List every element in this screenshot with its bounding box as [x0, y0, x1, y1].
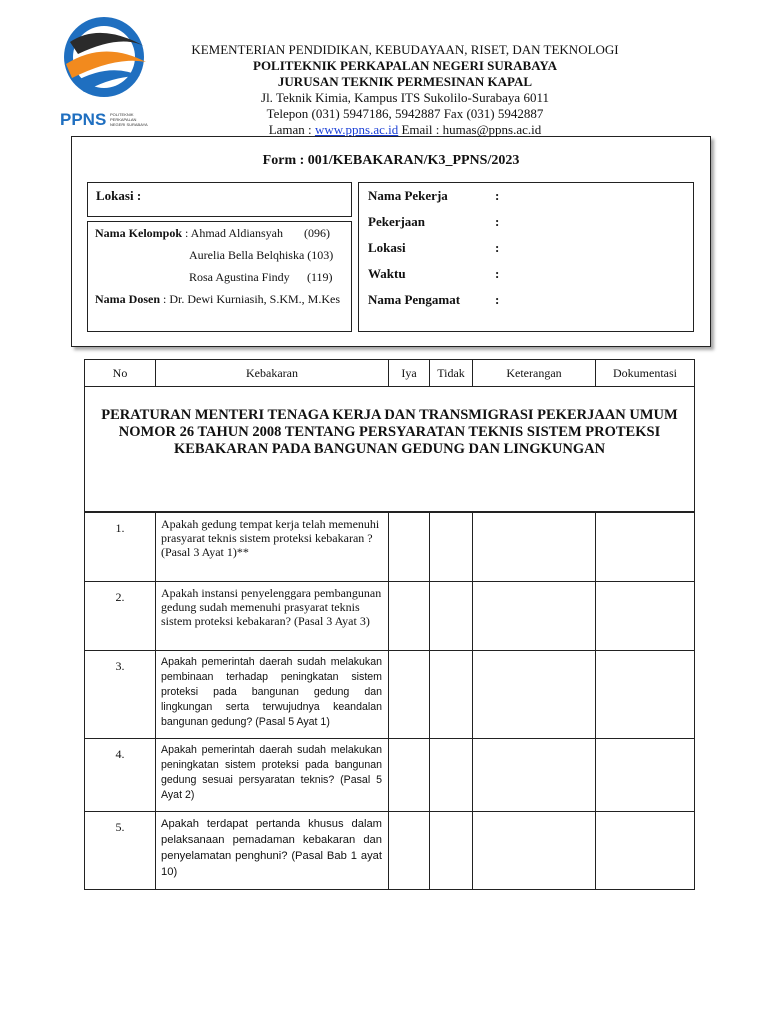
field-lokasi: Lokasi: [368, 240, 406, 255]
col-header-iya: Iya: [389, 360, 430, 387]
logo-caption-2: PERKAPALAN: [110, 117, 137, 122]
iya-cell[interactable]: [389, 581, 430, 650]
iya-cell[interactable]: [389, 512, 430, 581]
table-row: [85, 650, 695, 738]
ppns-logo-graphic: [60, 12, 160, 130]
tidak-cell[interactable]: [430, 581, 473, 650]
keterangan-cell[interactable]: [473, 650, 596, 738]
keterangan-cell[interactable]: [473, 738, 596, 811]
kelompok-row: [95, 226, 283, 241]
dokumentasi-cell[interactable]: [596, 738, 695, 811]
department-name: JURUSAN TEKNIK PERMESINAN KAPAL: [277, 74, 533, 89]
lokasi-box: [87, 182, 352, 217]
form-title: Form : 001/KEBAKARAN/K3_PPNS/2023: [262, 153, 520, 168]
logo-caption-1: POLITEKNIK: [110, 112, 134, 117]
dokumentasi-cell[interactable]: [596, 811, 695, 889]
row-number: 5.: [85, 811, 156, 889]
row-number: 4.: [85, 738, 156, 811]
field-pekerjaan: Pekerjaan: [368, 214, 426, 229]
keterangan-cell[interactable]: [473, 581, 596, 650]
tidak-cell[interactable]: [430, 811, 473, 889]
table-row: [85, 738, 695, 811]
letterhead: [170, 42, 640, 138]
row-number: 1.: [85, 512, 156, 581]
field-colon: :: [495, 214, 500, 229]
member-name-1: : Ahmad Aldiansyah: [185, 226, 283, 240]
field-colon: :: [495, 240, 500, 255]
table-row: [85, 581, 695, 650]
address-line: Jl. Teknik Kimia, Kampus ITS Sukolilo-Surabaya 6011: [261, 90, 549, 105]
tidak-cell[interactable]: [430, 512, 473, 581]
iya-cell[interactable]: [389, 811, 430, 889]
group-info-box: [87, 221, 352, 332]
field-colon: :: [495, 266, 500, 281]
lokasi-label: Lokasi :: [96, 188, 142, 203]
logo-caption-3: NEGERI SURABAYA: [110, 122, 148, 127]
table-row: [85, 512, 695, 581]
question-text: Apakah pemerintah daerah sudah melakukan pembinaan terhadap peningkatan sistem proteksi pada bangunan gedung dan lingkungan serta terwujudnya keandalan bangunan gedung? (Pasal 5 Ayat 1): [156, 650, 389, 738]
website-link[interactable]: www.ppns.ac.id: [314, 122, 399, 137]
field-colon: :: [495, 292, 500, 307]
member-nim-1: (096): [304, 226, 330, 240]
ppns-logo: [60, 12, 160, 130]
phone-line: Telepon (031) 5947186, 5942887 Fax (031) 5942887: [266, 106, 544, 121]
table-row: [85, 811, 695, 889]
ministry-line: KEMENTERIAN PENDIDIKAN, KEBUDAYAAN, RISET, DAN TEKNOLOGI: [191, 42, 619, 57]
tidak-cell[interactable]: [430, 738, 473, 811]
col-header-keterangan: Keterangan: [473, 360, 596, 387]
keterangan-cell[interactable]: [473, 512, 596, 581]
table-header-row: [85, 360, 695, 387]
field-colon: :: [495, 188, 500, 203]
iya-cell[interactable]: [389, 738, 430, 811]
email-text: Email : humas@ppns.ac.id: [398, 122, 542, 137]
member-nim-3: (119): [307, 270, 333, 284]
kelompok-label: Nama Kelompok: [95, 226, 182, 240]
regulation-title-cell: [85, 387, 695, 513]
question-text: Apakah gedung tempat kerja telah memenuhi prasyarat teknis sistem proteksi kebakaran ? (Pasal 3 Ayat 1)**: [156, 512, 389, 581]
dokumentasi-cell[interactable]: [596, 650, 695, 738]
col-header-dokumentasi: Dokumentasi: [596, 360, 695, 387]
member-name-2: Aurelia Bella Belqhiska (103): [189, 248, 334, 262]
regulation-title: PERATURAN MENTERI TENAGA KERJA DAN TRANSMIGRASI PEKERJAAN UMUM NOMOR 26 TAHUN 2008 TENTANG PERSYARATAN TEKNIS SISTEM PROTEKSI KEBAKARAN PADA BANGUNAN GEDUNG DAN LINGKUNGAN: [101, 407, 678, 457]
col-header-kebakaran: Kebakaran: [156, 360, 389, 387]
col-header-tidak: Tidak: [430, 360, 473, 387]
observation-info-box: [358, 182, 694, 332]
dosen-label: Nama Dosen: [95, 292, 160, 306]
question-text: Apakah terdapat pertanda khusus dalam pelaksanaan pemadaman kebakaran dan penyelamatan penghuni? (Pasal Bab 1 ayat 10): [156, 811, 389, 889]
tidak-cell[interactable]: [430, 650, 473, 738]
regulation-section-row: [85, 387, 695, 513]
form-header-box: [71, 136, 711, 347]
field-nama-pengamat: Nama Pengamat: [368, 292, 461, 307]
row-number: 3.: [85, 650, 156, 738]
field-waktu: Waktu: [368, 266, 406, 281]
dosen-value: : Dr. Dewi Kurniasih, S.KM., M.Kes: [163, 292, 340, 306]
col-header-no: No: [85, 360, 156, 387]
field-nama-pekerja: Nama Pekerja: [368, 188, 448, 203]
dokumentasi-cell[interactable]: [596, 512, 695, 581]
logo-wordmark: PPNS: [60, 110, 107, 129]
question-text: Apakah pemerintah daerah sudah melakukan peningkatan sistem proteksi pada bangunan gedung sesuai persyaratan teknis? (Pasal 5 Ayat 2): [156, 738, 389, 811]
question-text: Apakah instansi penyelenggara pembangunan gedung sudah memenuhi prasyarat teknis sistem proteksi kebakaran? (Pasal 3 Ayat 3): [156, 581, 389, 650]
institution-name: POLITEKNIK PERKAPALAN NEGERI SURABAYA: [253, 58, 557, 73]
row-number: 2.: [85, 581, 156, 650]
iya-cell[interactable]: [389, 650, 430, 738]
keterangan-cell[interactable]: [473, 811, 596, 889]
dosen-row: [95, 292, 340, 307]
member-name-3: Rosa Agustina Findy: [189, 270, 290, 284]
laman-label: Laman :: [268, 122, 315, 137]
fire-checklist-table: [84, 359, 695, 890]
dokumentasi-cell[interactable]: [596, 581, 695, 650]
